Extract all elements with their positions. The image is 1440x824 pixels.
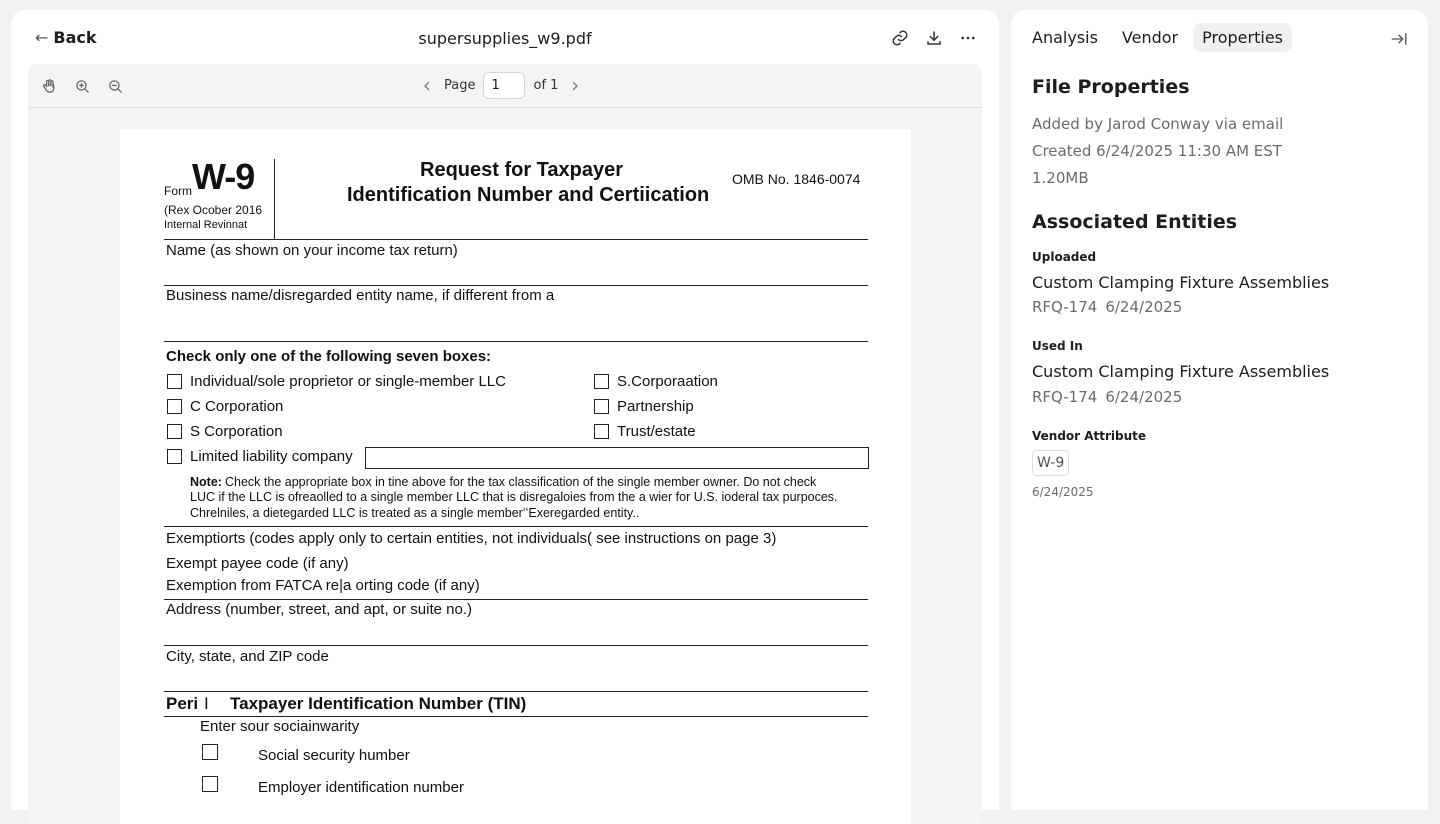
fatca-label: Exemption from FATCA re|a orting code (if any) <box>166 577 480 594</box>
pdf-page <box>120 129 911 824</box>
exempt-payee-label: Exempt payee code (if any) <box>166 555 349 572</box>
created-date: Created 6/24/2025 11:30 AM EST <box>1032 142 1282 160</box>
checkbox-llc[interactable] <box>167 449 182 464</box>
document-panel <box>11 10 999 810</box>
note-label: Note: <box>190 475 222 489</box>
divider <box>164 691 868 692</box>
checkbox-partnership[interactable] <box>594 399 609 414</box>
checkbox-s-corporation-alt[interactable] <box>594 374 609 389</box>
form-name: W-9 <box>192 156 255 197</box>
vendor-attribute-date: 6/24/2025 <box>1032 485 1094 499</box>
divider <box>164 341 868 342</box>
sidebar-tabs <box>1023 23 1292 52</box>
city-label: City, state, and ZIP code <box>166 648 329 665</box>
used-in-entity-meta <box>1032 388 1182 406</box>
form-revision: (Rex Ocober 2016 <box>164 203 263 217</box>
vendor-attribute-chip[interactable]: W-9 <box>1032 450 1069 476</box>
checkbox-label: S.Corporaation <box>617 373 718 390</box>
divider <box>164 239 868 240</box>
uploaded-label: Uploaded <box>1032 250 1097 264</box>
uploaded-entity-meta <box>1032 298 1182 316</box>
tab-vendor[interactable]: Vendor <box>1121 28 1179 47</box>
associated-entities-title: Associated Entities <box>1032 211 1238 233</box>
details-sidebar <box>1011 10 1428 810</box>
business-name-label: Business name/disregarded entity name, if different from a <box>166 287 555 304</box>
checkbox-label: Trust/estate <box>617 423 696 440</box>
file-size: 1.20MB <box>1032 169 1089 187</box>
tin-section-title: Taxpayer Identification Number (TIN) <box>230 694 527 713</box>
divider <box>164 645 868 646</box>
form-title-line1: Request for Taxpayer <box>420 159 624 181</box>
chevron-left-icon[interactable] <box>418 77 436 95</box>
arrow-left-icon: ← <box>35 28 49 47</box>
viewer-toolbar <box>28 64 982 108</box>
download-icon[interactable] <box>923 27 945 49</box>
exemptions-label: Exemptiorts (codes apply only to certain entities, not individuals( see instructions on page 3) <box>166 530 777 547</box>
divider <box>164 716 868 717</box>
zoom-out-icon[interactable] <box>104 75 126 97</box>
address-label: Address (number, street, and apt, or suite no.) <box>166 601 472 618</box>
pdf-viewer[interactable] <box>28 64 982 824</box>
entity-date: 6/24/2025 <box>1105 298 1183 316</box>
used-in-entity-link[interactable]: Custom Clamping Fixture Assemblies <box>1032 362 1330 381</box>
checkbox-individual[interactable] <box>167 374 182 389</box>
entity-date: 6/24/2025 <box>1105 388 1183 406</box>
header-divider <box>274 159 275 239</box>
llc-classification-field[interactable] <box>365 447 869 469</box>
checkbox-ein[interactable] <box>202 776 218 792</box>
checkbox-label: Partnership <box>617 398 694 415</box>
tab-analysis[interactable]: Analysis <box>1032 28 1098 47</box>
ssn-label: Social security humber <box>258 747 410 764</box>
checkbox-label: C Corporation <box>190 398 284 415</box>
link-icon[interactable] <box>889 27 911 49</box>
tin-instruction: Enter sour sociainwarity <box>200 718 360 735</box>
page-count: of 1 <box>533 78 559 93</box>
name-field-label: Name (as shown on your income tax return) <box>166 242 458 259</box>
ein-label: Employer identification number <box>258 779 464 796</box>
divider <box>164 526 868 527</box>
form-agency: Internal Revin​nat <box>164 219 248 231</box>
file-title: supersupplies_w9.pdf <box>418 29 592 48</box>
file-properties-title: File Properties <box>1032 76 1190 98</box>
checkbox-label: S Corporation <box>190 423 283 440</box>
checkbox-s-corporation[interactable] <box>167 424 182 439</box>
tab-properties[interactable]: Properties <box>1193 23 1292 52</box>
note-line: LUC if the LLC is ofreaolled to a single member LLC that is disregaloies from the a wier for U.S. ioderal tax purpoces. <box>190 490 838 504</box>
more-icon[interactable] <box>957 27 979 49</box>
checkbox-trust-estate[interactable] <box>594 424 609 439</box>
part-label: Peri <box>166 694 199 713</box>
note-line: Check the appropriate box in tine above for the tax classification of the single member owner. Do not check <box>225 475 817 489</box>
divider <box>164 599 868 600</box>
zoom-in-icon[interactable] <box>71 75 93 97</box>
file-actions <box>889 27 979 49</box>
page-label: Page <box>444 78 476 93</box>
checkbox-c-corporation[interactable] <box>167 399 182 414</box>
added-by: Added by Jarod Conway via email <box>1032 115 1284 133</box>
chevron-right-icon[interactable] <box>566 77 584 95</box>
used-in-label: Used In <box>1032 339 1083 353</box>
note-line: Chrelniles, a dietegarded LLC is treated as a single memberʻʻExeregarded entity.. <box>190 506 640 520</box>
page-navigator <box>418 72 584 99</box>
rfq-code: RFQ-174 <box>1032 388 1098 406</box>
checkbox-label: Limited liability company <box>190 448 353 465</box>
hand-icon[interactable] <box>38 75 60 97</box>
form-title-line2: Identification Number and Certiication <box>347 184 710 206</box>
divider <box>164 285 868 286</box>
form-label: Form <box>164 184 192 198</box>
uploaded-entity-link[interactable]: Custom Clamping Fixture Assemblies <box>1032 273 1330 292</box>
vendor-attribute-label: Vendor Attribute <box>1032 429 1147 443</box>
checkbox-label: Individual/sole proprietor or single-member LLC <box>190 373 506 390</box>
omb-number: OMB No. 1846-0074 <box>732 171 861 187</box>
back-label: Back <box>53 28 97 47</box>
collapse-panel-icon[interactable] <box>1388 28 1410 50</box>
rfq-code: RFQ-174 <box>1032 298 1098 316</box>
checkbox-ssn[interactable] <box>202 744 218 760</box>
part-separator: I <box>204 694 209 713</box>
check-heading: Check only one of the following seven boxes: <box>166 348 492 365</box>
page-number-input[interactable] <box>483 72 525 99</box>
